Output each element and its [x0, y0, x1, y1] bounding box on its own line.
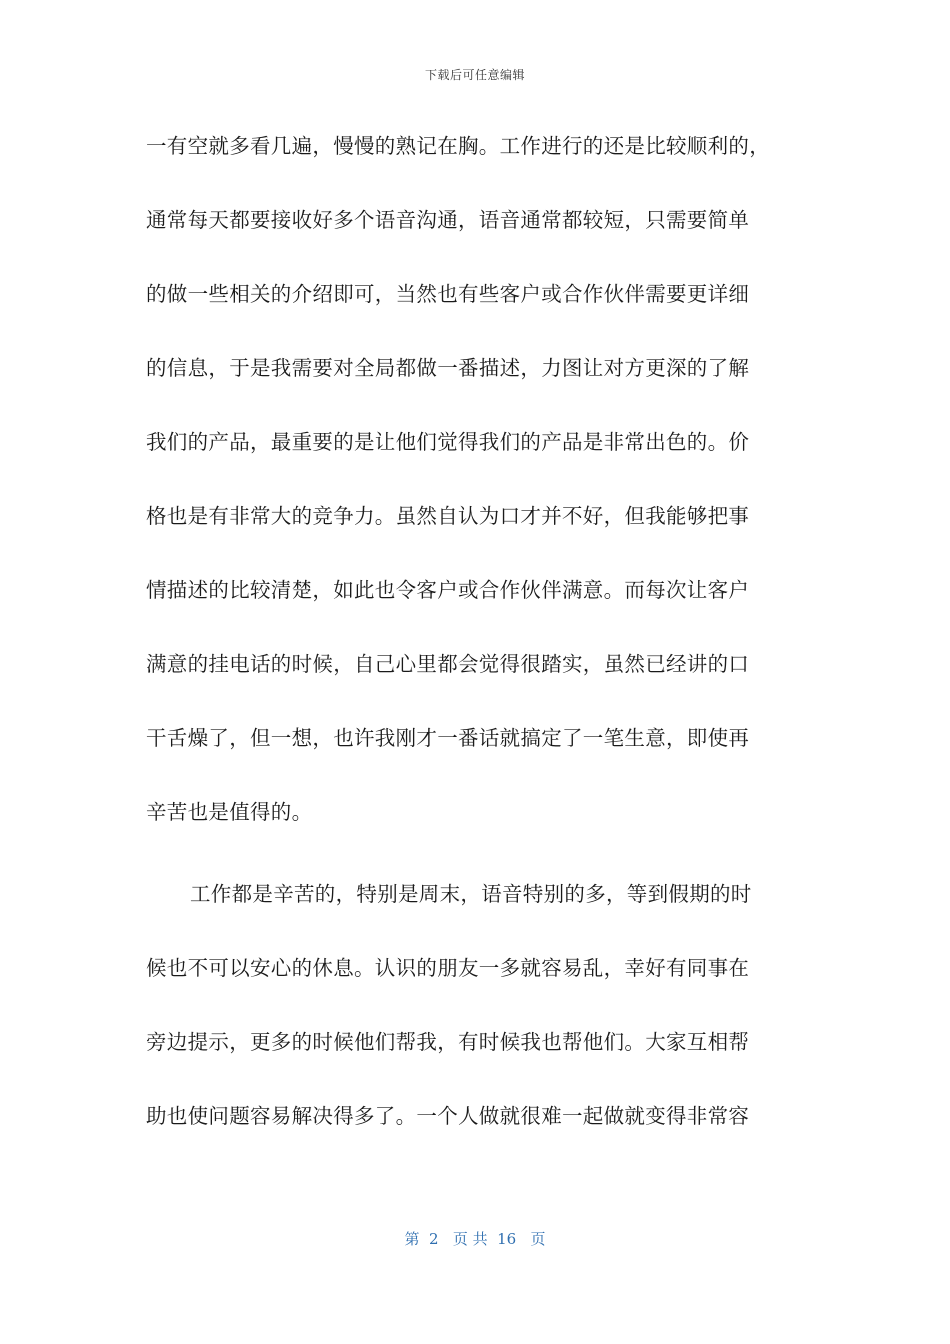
- text-line: 干舌燥了，但一想，也许我刚才一番话就搞定了一笔生意，即使再: [146, 726, 750, 750]
- paragraph-first-line: 工作都是辛苦的，特别是周末，语音特别的多，等到假期的时: [190, 882, 752, 906]
- text-line: 通常每天都要接收好多个语音沟通，语音通常都较短，只需要简单: [146, 208, 750, 232]
- text-line: 格也是有非常大的竞争力。虽然自认为口才并不好，但我能够把事: [146, 504, 750, 528]
- text-line: 的信息，于是我需要对全局都做一番描述，力图让对方更深的了解: [146, 356, 750, 380]
- text-line: 辛苦也是值得的。: [146, 800, 313, 824]
- text-line: 候也不可以安心的休息。认识的朋友一多就容易乱，幸好有同事在: [146, 956, 750, 980]
- page-header: 下载后可任意编辑: [424, 68, 525, 82]
- text-line: 我们的产品，最重要的是让他们觉得我们的产品是非常出色的。价: [146, 430, 750, 454]
- page-number-footer: 第 2 页 共 16 页: [404, 1230, 546, 1248]
- text-line: 旁边提示，更多的时候他们帮我，有时候我也帮他们。大家互相帮: [146, 1030, 750, 1054]
- text-line: 助也使问题容易解决得多了。一个人做就很难一起做就变得非常容: [146, 1104, 750, 1128]
- text-line: 的做一些相关的介绍即可，当然也有些客户或合作伙伴需要更详细: [146, 282, 750, 306]
- text-line: 一有空就多看几遍，慢慢的熟记在胸。工作进行的还是比较顺利的，: [146, 134, 770, 158]
- text-line: 情描述的比较清楚，如此也令客户或合作伙伴满意。而每次让客户: [146, 578, 750, 602]
- text-line: 满意的挂电话的时候，自己心里都会觉得很踏实，虽然已经讲的口: [146, 652, 750, 676]
